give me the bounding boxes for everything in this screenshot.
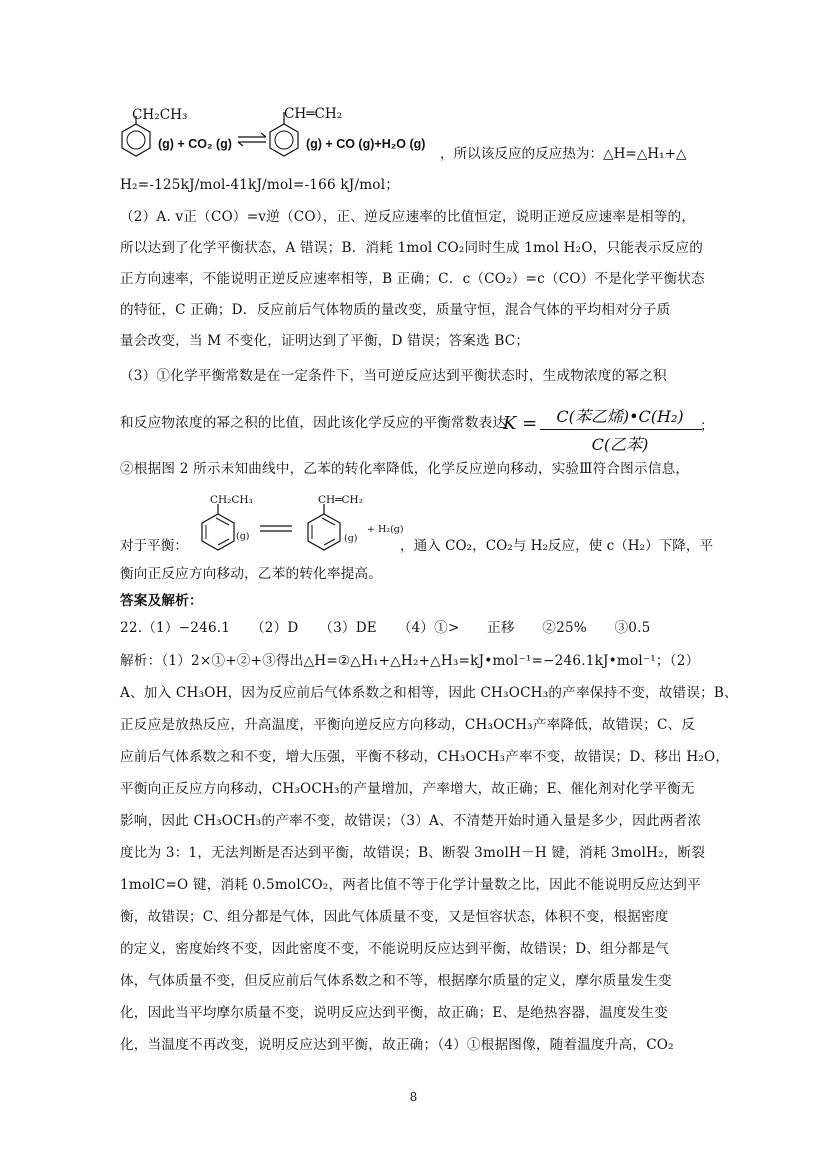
q22-explanation-line: 应前后气体系数之和不变，增大压强，平衡不移动，CH₃OCH₃产率不变，故错误；D、移出 H₂O， <box>120 749 730 765</box>
q22-explanation-line: 正反应是放热反应，升高温度，平衡向逆反应方向移动，CH₃OCH₃产率降低，故错误；C、反 <box>120 717 696 733</box>
page-number: 8 <box>409 1090 418 1104</box>
part3-line-2: 和反应物浓度的幂之积的比值，因此该化学反应的平衡常数表达 <box>120 415 507 431</box>
benzene-ring-product <box>270 124 298 156</box>
k-denominator: C(乙苯) <box>591 435 649 454</box>
part3-line-1: （3）①化学平衡常数是在一定条件下，当可逆反应达到平衡状态时，生成物浓度的幂之积 <box>120 368 667 384</box>
reaction-heat-text: ，所以该反应的反应热为：△H=△H₁+△ <box>440 146 687 162</box>
reactant-state-text: (g) + CO₂ (g) <box>158 137 232 151</box>
product-state-text: (g) + CO (g)+H₂O (g) <box>306 137 426 151</box>
q22-explanation-line: 化，当温度不再改变，说明反应达到平衡，故正确；（4）①根据图像，随着温度升高，CO₂ <box>120 1037 674 1053</box>
q22-answers: 22.（1）−246.1 （2）D （3）DE （4）①> 正移 ②25% ③0.5 <box>120 620 651 636</box>
k-numerator: C(苯乙烯)•C(H₂) <box>556 407 684 426</box>
eq-hydrogen: + H₂(g) <box>367 524 404 535</box>
eq-product-state: (g) <box>344 533 358 544</box>
answer-heading: 答案及解析： <box>120 593 203 609</box>
equilibrium-constant-symbol: K = <box>503 413 538 434</box>
benzene-ring-reactant <box>122 124 150 156</box>
q22-explanation-line: 平衡向正反应方向移动，CH₃OCH₃的产量增加，产率增大，故正确；E、催化剂对化学平衡无 <box>120 781 695 797</box>
part3-line-5: 衡向正反应方向移动，乙苯的转化率提高。 <box>120 566 383 582</box>
reactant-substituent-label: CH₂CH₃ <box>132 107 188 123</box>
q22-explanation-line: 解析：（1）2×①+②+③得出△H=②△H₁+△H₂+△H₃=kJ•mol⁻¹=−246.1kJ•mol⁻¹；（2） <box>120 653 700 669</box>
part3-line-3: ②根据图 2 所示未知曲线中，乙苯的转化率降低，化学反应逆向移动，实验Ⅲ符合图示信息， <box>120 461 690 477</box>
eq-product-substituent: CH═CH₂ <box>318 494 363 506</box>
part2-line-4: 的特征，C 正确；D．反应前后气体物质的量改变，质量守恒，混合气体的平均相对分子质 <box>120 302 671 318</box>
q22-explanation-line: 影响，因此 CH₃OCH₃的产率不变，故错误；（3）A、不清楚开始时通入量是多少，因此两者浓 <box>120 813 702 829</box>
fraction-bar <box>540 429 702 430</box>
q22-explanation-line: 体，气体质量不变，但反应前后气体系数之和不等，根据摩尔质量的定义，摩尔质量发生变 <box>120 973 672 989</box>
eq-reactant-state: (g) <box>236 531 250 542</box>
q22-explanation-line: 衡，故错误；C、组分都是气体，因此气体质量不变，又是恒容状态，体积不变，根据密度 <box>120 909 669 925</box>
part2-line-1: （2）A. v正（CO）=v逆（CO），正、逆反应速率的比值恒定，说明正逆反应速率是相等的， <box>120 209 696 225</box>
eq-reactant-substituent: CH₂CH₃ <box>210 494 253 506</box>
part3-line-4-tail: ，通入 CO₂，CO₂与 H₂反应，使 c（H₂）下降，平 <box>400 538 714 554</box>
part2-line-2: 所以达到了化学平衡状态，A 错误；B．消耗 1mol CO₂同时生成 1mol H₂O，只能表示反应的 <box>120 240 704 256</box>
q22-explanation-line: 度比为 3：1，无法判断是否达到平衡，故错误；B、断裂 3molH－H 键，消耗 3molH₂，断裂 <box>120 845 706 861</box>
part2-line-3: 正方向速率，不能说明正逆反应速率相等，B 正确；C．c（CO₂）=c（CO）不是化学平衡状态 <box>120 271 705 287</box>
reaction-heat-value: H₂=-125kJ/mol-41kJ/mol=-166 kJ/mol； <box>120 177 400 193</box>
q22-explanation-line: 化，因此当平均摩尔质量不变，说明反应达到平衡，故正确；E、是绝热容器，温度发生变 <box>120 1005 669 1021</box>
q22-explanation-line: 1molC=O 键，消耗 0.5molCO₂，两者比值不等于化学计量数之比，因此不能说明反应达到平 <box>120 877 701 893</box>
k-tail: ； <box>700 418 714 434</box>
q22-explanation-line: 的定义，密度始终不变，因此密度不变，不能说明反应达到平衡，故错误；D、组分都是气 <box>120 941 670 957</box>
product-substituent-label: CH═CH₂ <box>284 106 343 122</box>
q22-explanation-line: A、加入 CH₃OH，因为反应前后气体系数之和相等，因此 CH₃OCH₃的产率保持不变，故错误；B、 <box>120 685 738 701</box>
eq-prefix: 对于平衡： <box>120 538 188 554</box>
part2-line-5: 量会改变，当 M 不变化，证明达到了平衡，D 错误；答案选 BC； <box>120 333 530 349</box>
